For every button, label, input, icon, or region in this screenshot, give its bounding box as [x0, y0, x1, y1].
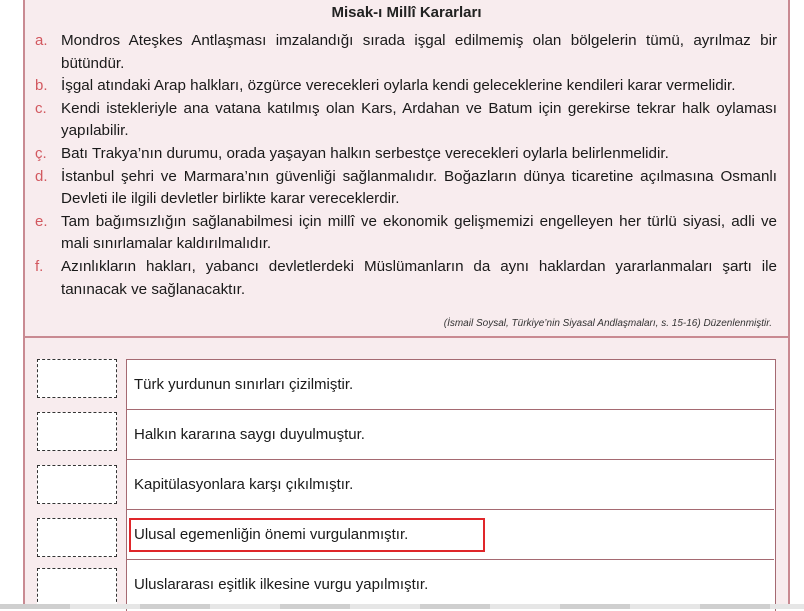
source-citation: (İsmail Soysal, Türkiye’nin Siyasal Andlaşmaları, s. 15-16) Düzenlenmiştir. — [443, 318, 772, 329]
statements-table — [126, 359, 776, 611]
decision-letter: a. — [35, 32, 48, 49]
decision-letter: b. — [35, 77, 48, 95]
answer-box-1[interactable] — [37, 359, 117, 398]
statement-row: Ulusal egemenliğin önemi vurgulanmıştır. — [127, 510, 774, 560]
decision-item — [35, 30, 777, 75]
decision-text: Tam bağımsızlığın sağlanabilmesi için millî ve ekonomik gelişmemizi engelleyen her türlü siyasi, adli ve mali sınırlamalar kaldırılmalıdır. — [61, 212, 777, 253]
answer-box-5[interactable] — [37, 568, 117, 607]
decision-text: Kendi istekleriyle ana vatana katılmış olan Kars, Ardahan ve Batum için gerekirse tekrar halk oylaması yapılabilir. — [61, 99, 777, 140]
worksheet — [23, 0, 790, 609]
decision-letter: ç. — [35, 144, 47, 162]
decision-text: İşgal atındaki Arap halkları, özgürce verecekleri oylarla kendi geleceklerine kendileri karar vermelidir. — [61, 77, 736, 95]
page-bottom-edge — [0, 604, 804, 609]
decision-item — [35, 98, 777, 143]
statement-row: Uluslararası eşitlik ilkesine vurgu yapılmıştır. — [134, 576, 429, 593]
decision-letter: d. — [35, 167, 48, 185]
decision-letter: f. — [35, 257, 44, 275]
statement-row: Kapitülasyonlara karşı çıkılmıştır. — [127, 460, 774, 510]
matching-section — [25, 338, 788, 609]
decision-text: Mondros Ateşkes Antlaşması imzalandığı sırada işgal edilmemiş olan bölgelerin tümü, ayrılmaz bir bütündür. — [61, 32, 777, 72]
decision-text: İstanbul şehri ve Marmara’nın güvenliği sağlanmalıdır. Boğazların dünya ticaretine açılmasına Osmanlı Devleti ile ilgili devletler birlikte karar vereceklerdir. — [61, 167, 777, 208]
answer-box-3[interactable] — [37, 465, 117, 504]
panel-title: Misak-ı Millî Kararları — [331, 4, 482, 21]
decision-letter: c. — [35, 99, 47, 117]
answer-box-2[interactable] — [37, 412, 117, 451]
statement-row: Halkın kararına saygı duyulmuştur. — [127, 410, 774, 460]
decision-text: Azınlıkların hakları, yabancı devletlerdeki Müslümanların da aynı haklardan yararlanmaları şartı ile tanınacak ve sağlanacaktır. — [61, 257, 777, 298]
decision-item — [35, 211, 777, 256]
decision-letter: e. — [35, 212, 48, 230]
decision-item — [35, 256, 777, 301]
answer-box-4[interactable] — [37, 518, 117, 557]
statement-row: Türk yurdunun sınırları çizilmiştir. — [127, 360, 774, 410]
decision-item — [35, 75, 777, 98]
decision-text: Batı Trakya’nın durumu, orada yaşayan halkın serbestçe verecekleri oylarla belirlenmelidir. — [61, 144, 669, 162]
decisions-list — [35, 30, 777, 301]
decision-item — [35, 166, 777, 211]
decisions-panel — [25, 0, 788, 338]
decision-item — [35, 143, 777, 166]
